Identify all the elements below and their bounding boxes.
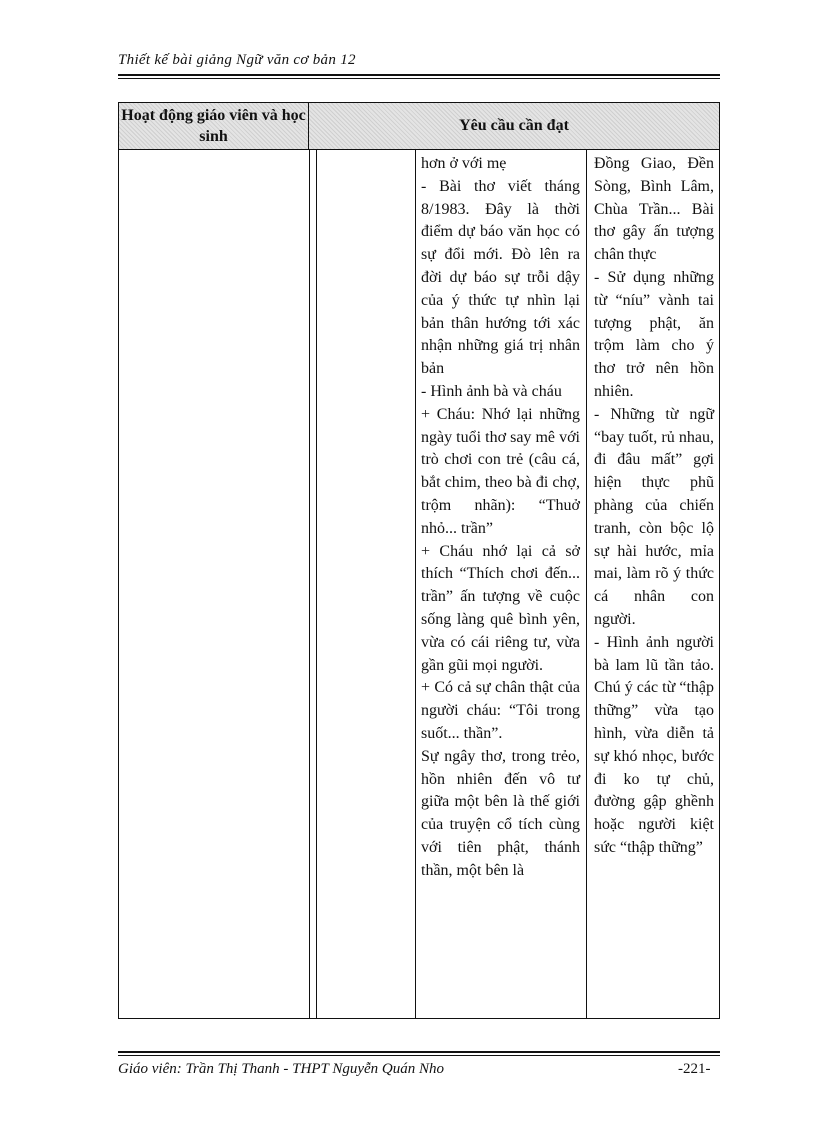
text-block: - Hình ảnh người bà lam lũ tần tảo. Chú ý các từ “thập thững” vừa tạo hình, vừa diễn tả sự khó nhọc, bước đi ko tự chủ, đường gập ghềnh hoặc người kiệt sức “thập thững” bbox=[594, 633, 714, 856]
text-block: hơn ở với mẹ bbox=[421, 155, 507, 172]
column-divider bbox=[316, 150, 317, 1018]
footer-rule-thin bbox=[118, 1055, 720, 1056]
page-number: -221- bbox=[678, 1061, 711, 1077]
column-heading-requirements-text: Yêu cầu cần đạt bbox=[459, 117, 569, 134]
requirements-middle-column bbox=[421, 153, 580, 883]
column-heading-activities-text: Hoạt động giáo viên và học sinh bbox=[121, 107, 306, 145]
lesson-table bbox=[118, 102, 720, 1019]
footer-author: Giáo viên: Trần Thị Thanh - THPT Nguyễn Quán Nho bbox=[118, 1061, 444, 1077]
column-heading-activities bbox=[119, 103, 309, 150]
text-block: + Có cả sự chân thật của người cháu: “Tôi trong suốt... thần”. bbox=[421, 679, 580, 742]
text-block: - Những từ ngữ “bay tuốt, rủ nhau, đi đâu mất” gợi hiện thực phũ phàng của chiến tranh, còn bộc lộ sự hài hước, mỉa mai, làm rõ ý thức cá nhân con người. bbox=[594, 405, 714, 628]
text-block: + Cháu nhớ lại cả sở thích “Thích chơi đến... trần” ấn tượng về cuộc sống làng quê bình yên, vừa có cái riêng tư, vừa gần gũi mọi người. bbox=[421, 542, 580, 674]
column-heading-requirements bbox=[309, 103, 719, 150]
text-block: - Hình ảnh bà và cháu bbox=[421, 382, 562, 400]
text-block: Sự ngây thơ, trong trẻo, hồn nhiên đến vô tư giữa một bên là thế giới của truyện cổ tích cùng với tiên phật, thánh thần, một bên là bbox=[421, 747, 580, 879]
footer-rule bbox=[118, 1051, 720, 1053]
column-divider bbox=[586, 150, 587, 1018]
column-divider bbox=[309, 150, 310, 1018]
requirements-right-column bbox=[594, 153, 714, 860]
text-block: - Bài thơ viết tháng 8/1983. Đây là thời điểm dự báo văn học có sự đổi mới. Đò lên ra đời dự báo sự trỗi dậy của ý thức tự nhìn lại bản thân hướng tới xác nhận những giá trị nhân bản bbox=[421, 177, 580, 378]
column-divider bbox=[415, 150, 416, 1018]
header-rule-thin bbox=[118, 78, 720, 79]
page-header: Thiết kế bài giảng Ngữ văn cơ bản 12 bbox=[118, 52, 356, 68]
text-block: Đồng Giao, Đền Sòng, Bình Lâm, Chùa Trần... Bài thơ gây ấn tượng chân thực bbox=[594, 155, 714, 264]
text-block: + Cháu: Nhớ lại những ngày tuổi thơ say mê với trò chơi con trẻ (câu cá, bắt chim, theo bà đi chợ, trộm nhãn): “Thuở nhỏ... trần” bbox=[421, 405, 580, 537]
text-block: - Sử dụng những từ “níu” vành tai tượng phật, ăn trộm làm cho ý thơ trở nên hồn nhiên. bbox=[594, 268, 714, 400]
header-rule bbox=[118, 74, 720, 76]
